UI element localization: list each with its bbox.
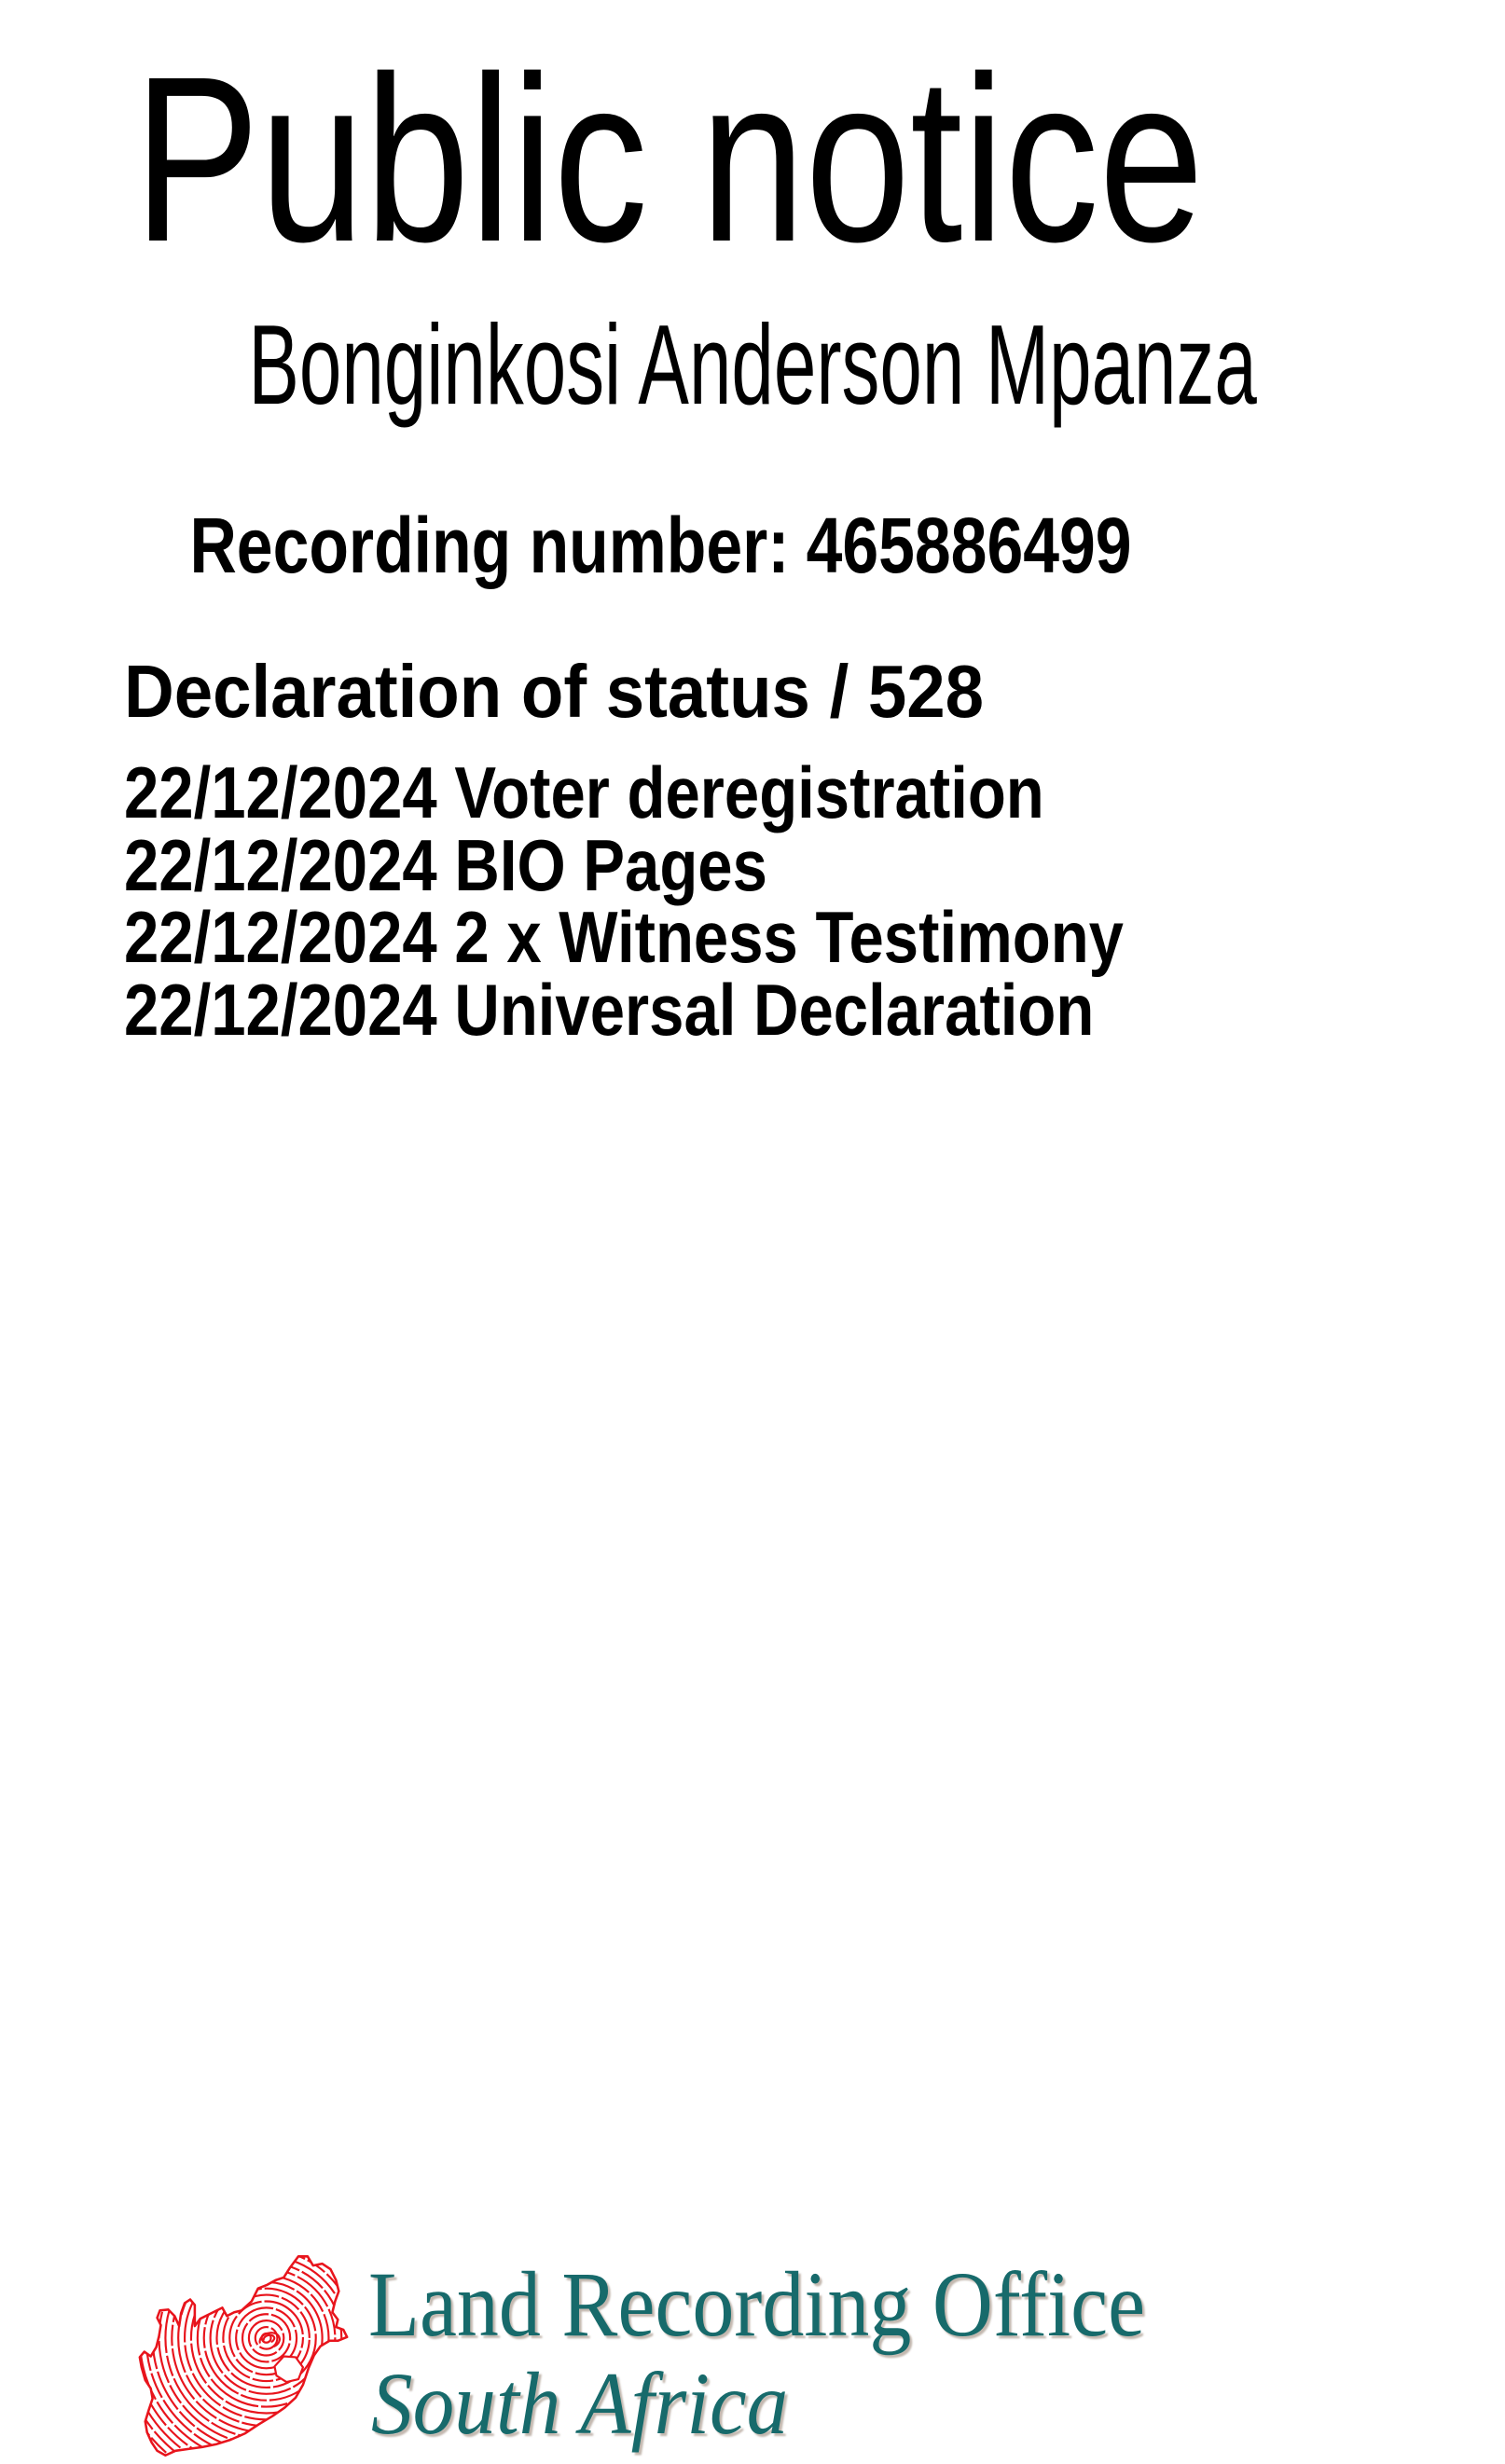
record-row [124,968,1287,1051]
record-list [124,751,1287,1051]
recording-number-row [0,502,1321,589]
notice-title-row [0,27,1321,291]
recording-number-value: 465886499 [806,502,1132,589]
record-date: 22/12/2024 [124,968,437,1051]
notice-title: Public notice [133,27,1205,291]
case-heading-row [124,650,1048,733]
org-name: Land Recording Office [368,2252,1146,2356]
org-country: South Africa [371,2354,789,2453]
footer-logo [0,1109,1321,2453]
record-label: Universal Declaration [454,968,1095,1051]
record-label: Voter deregistration [454,751,1044,833]
person-name: Bonginkosi Anderson Mpanza [248,301,1257,428]
record-row [124,823,1287,906]
record-label: BIO Pages [454,823,767,906]
record-label: 2 x Witness Testimony [454,896,1124,978]
record-date: 22/12/2024 [124,751,437,833]
person-name-row [0,301,1321,428]
record-row [124,751,1287,833]
south-africa-fingerprint-map-icon [132,2249,356,2464]
case-heading: Declaration of status / 528 [124,650,985,733]
record-row [124,896,1287,978]
record-date: 22/12/2024 [124,896,437,978]
recording-number-label: Recording number: [189,502,790,589]
recording-number-line [189,502,1132,589]
record-date: 22/12/2024 [124,823,437,906]
